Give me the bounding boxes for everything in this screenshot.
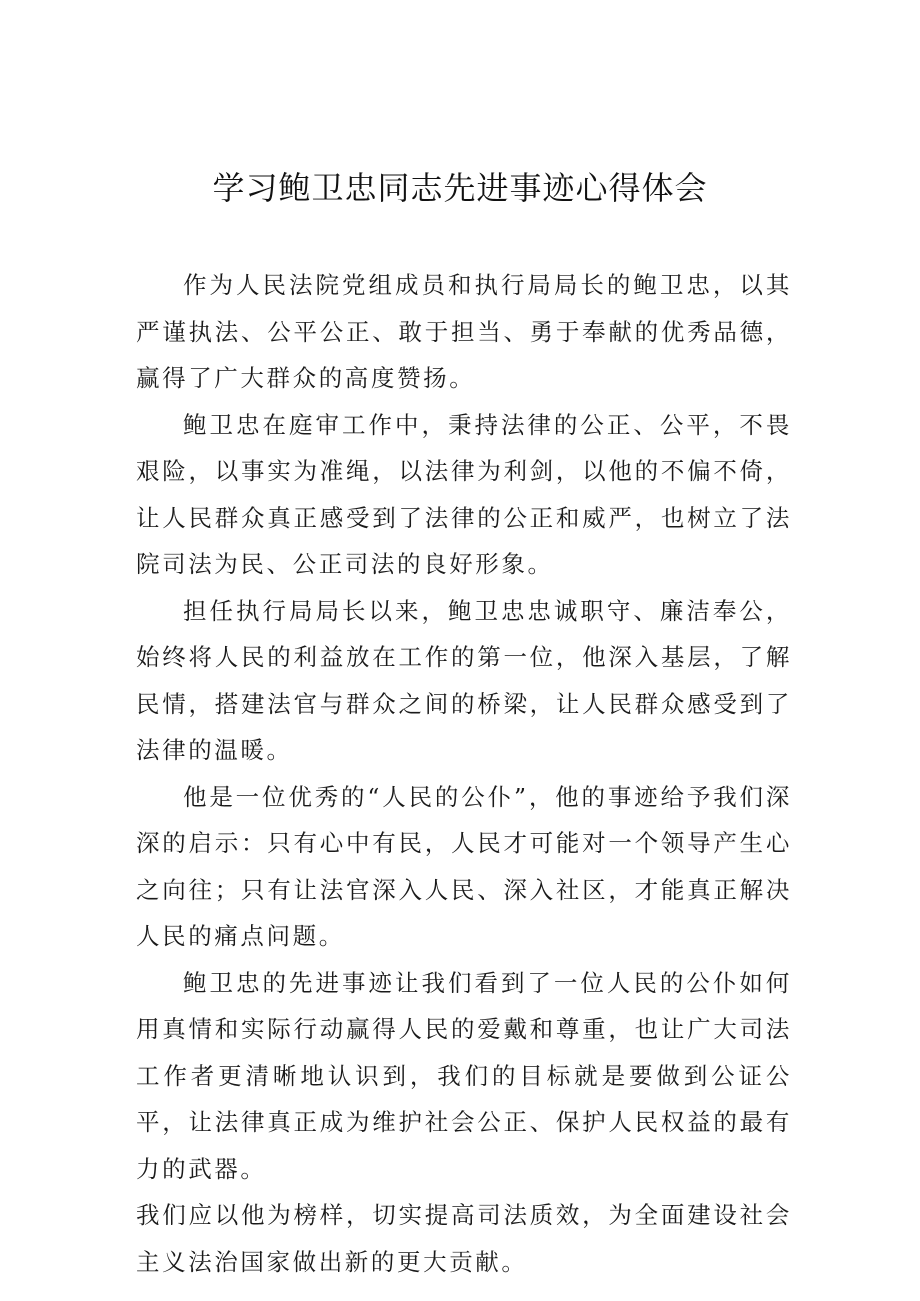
paragraph-4: 他是一位优秀的“人民的公仆”，他的事迹给予我们深深的启示：只有心中有民，人民才可能对一个领导产生心之向往；只有让法官深入人民、深入社区，才能真正解决人民的痛点问题。 bbox=[136, 782, 792, 950]
paragraph-3: 担任执行局局长以来，鲍卫忠忠诚职守、廉洁奉公，始终将人民的利益放在工作的第一位，他深入基层，了解民情，搭建法官与群众之间的桥梁，让人民群众感受到了法律的温暖。 bbox=[136, 596, 792, 764]
paragraph-6: 我们应以他为榜样，切实提高司法质效，为全面建设社会主义法治国家做出新的更大贡献。 bbox=[136, 1201, 792, 1276]
paragraph-5: 鲍卫忠的先进事迹让我们看到了一位人民的公仆如何用真情和实际行动赢得人民的爱戴和尊重，也让广大司法工作者更清晰地认识到，我们的目标就是要做到公证公平，让法律真正成为维护社会公正、保护人民权益的最有力的武器。 bbox=[136, 968, 792, 1183]
document-title: 学习鲍卫忠同志先进事迹心得体会 bbox=[212, 169, 708, 207]
paragraph-2: 鲍卫忠在庭审工作中，秉持法律的公正、公平，不畏艰险，以事实为准绳，以法律为利剑，以他的不偏不倚，让人民群众真正感受到了法律的公正和威严，也树立了法院司法为民、公正司法的良好形象。 bbox=[136, 410, 792, 578]
paragraph-1: 作为人民法院党组成员和执行局局长的鲍卫忠，以其严谨执法、公平公正、敢于担当、勇于奉献的优秀品德，赢得了广大群众的高度赞扬。 bbox=[136, 271, 792, 392]
document-body bbox=[136, 262, 792, 1285]
